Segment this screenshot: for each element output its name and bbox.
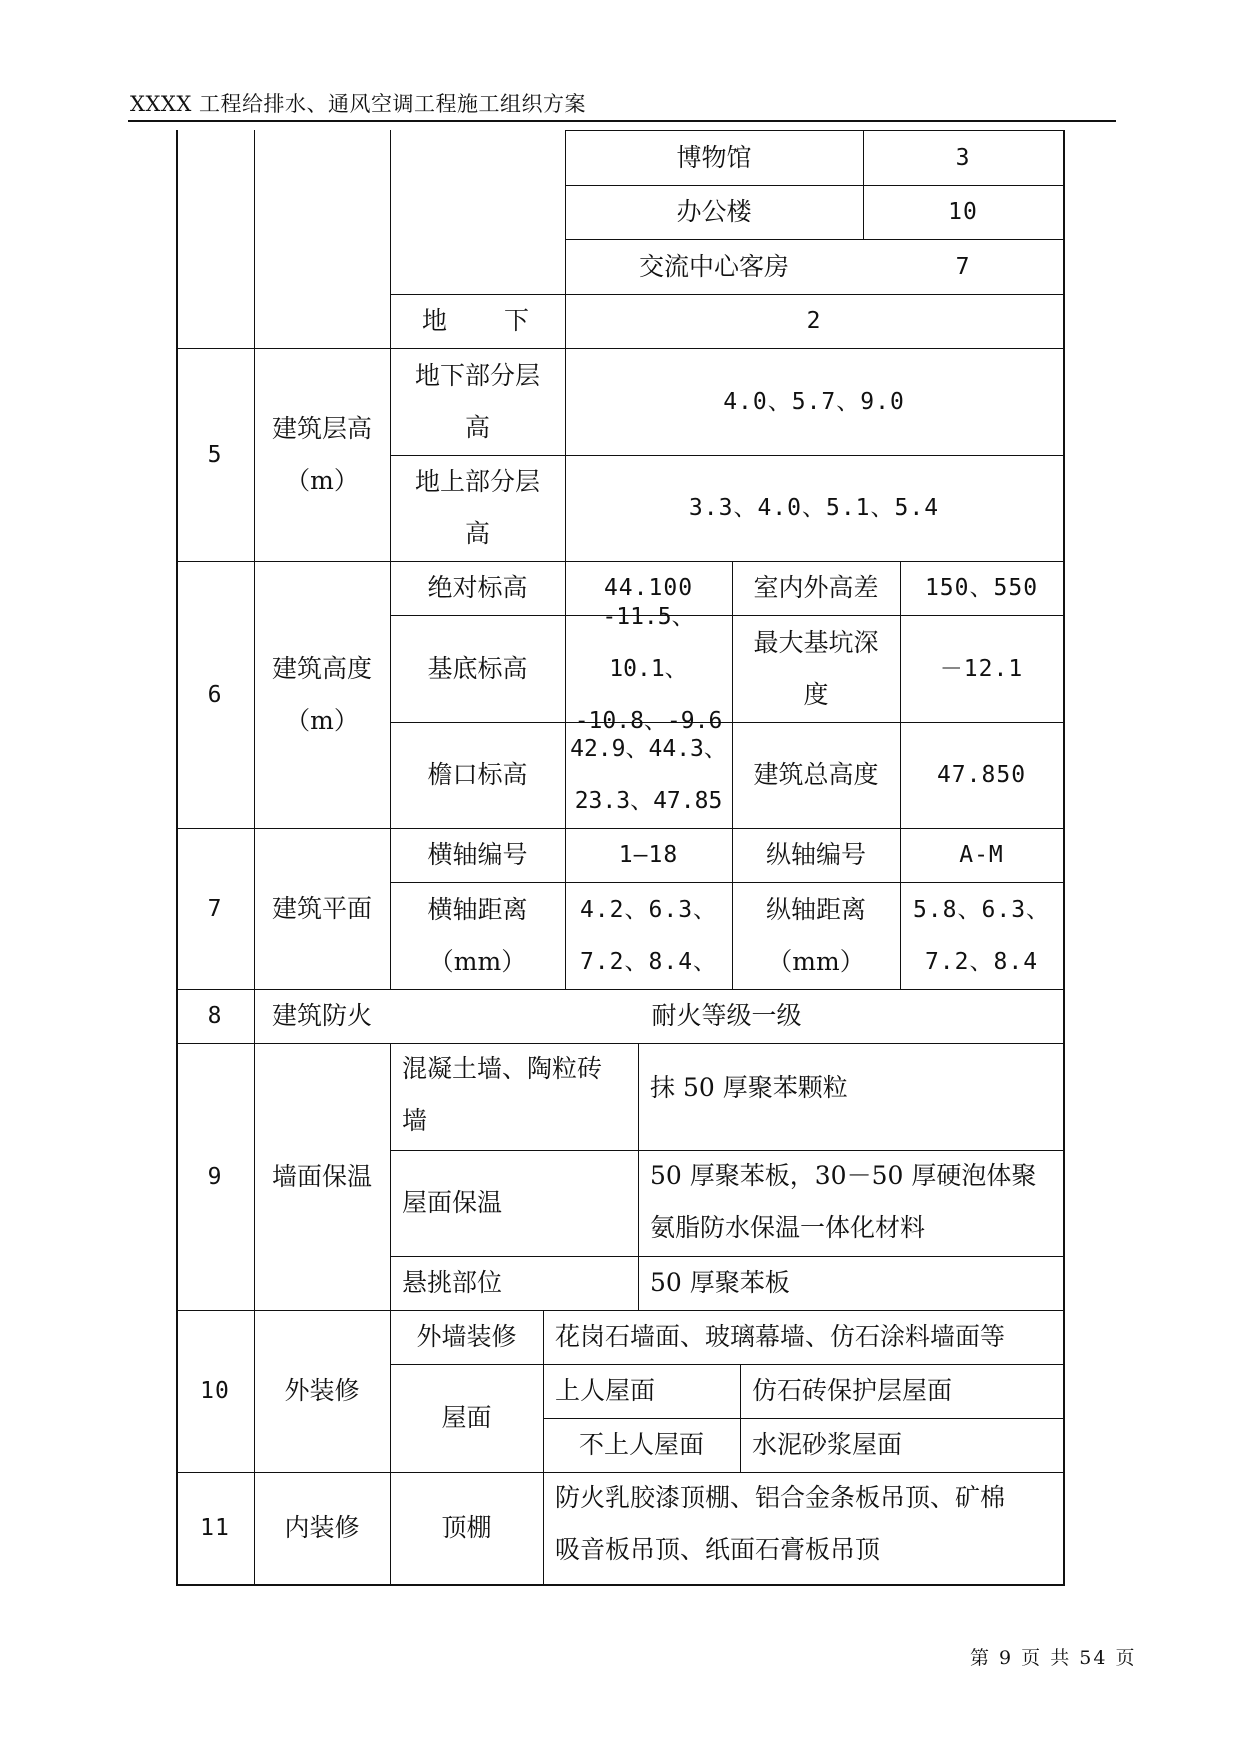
value-line1: 42.9、44.3、	[570, 736, 727, 762]
cell-underground-floor-height-value: 4.0、5.7、9.0	[723, 388, 905, 415]
cell-horizontal-axis-distance-label	[390, 882, 565, 989]
cell-roof-insulation-label: 屋面保温	[402, 1188, 503, 1217]
cell-inaccessible-roof-value: 水泥砂浆屋面	[752, 1430, 903, 1459]
cell-floors-office: 10	[948, 199, 978, 225]
section-6-number: 6	[207, 681, 223, 708]
value-line1: -11.5、10.1、	[602, 603, 695, 682]
cell-inaccessible-roof-label: 不上人屋面	[578, 1430, 704, 1459]
cell-floors-guestroom: 7	[955, 253, 971, 280]
cell-vertical-axis-distance-label	[732, 882, 900, 989]
cell-vertical-axis-no-value: A-M	[959, 842, 1004, 868]
cell-horizontal-axis-no-label: 横轴编号	[427, 840, 528, 869]
cell-absolute-elevation-label: 绝对标高	[427, 573, 528, 602]
cell-concrete-wall-value: 抹 50 厚聚苯颗粒	[650, 1073, 848, 1102]
value-line2: 7.2、8.4、	[579, 948, 718, 975]
section-10-number: 10	[200, 1378, 230, 1404]
cell-eave-elevation-value	[565, 722, 732, 828]
cell-cantilever-label: 悬挑部位	[402, 1268, 503, 1297]
cell-indoor-outdoor-diff-label: 室内外高差	[753, 573, 879, 602]
cell-ceiling-label: 顶棚	[441, 1513, 492, 1542]
value-line2: -10.8、-9.6	[574, 707, 723, 734]
cell-base-elevation-value	[565, 603, 732, 734]
label-line1: 地下部分层	[414, 360, 540, 390]
section-7-number: 7	[207, 895, 223, 922]
cell-roof-insulation-value	[638, 1150, 1063, 1256]
underground-label-char2: 下	[503, 306, 529, 335]
section-8-number: 8	[207, 1003, 223, 1029]
value-line2: 吸音板吊顶、纸面石膏板吊顶	[555, 1535, 881, 1564]
cell-max-pit-depth-label	[732, 615, 900, 722]
value-line2: 7.2、8.4	[924, 948, 1039, 975]
label-line1: 混凝土墙、陶粒砖	[402, 1054, 603, 1083]
section-6-name-line2: （m）	[285, 705, 359, 735]
value-line2: 氨脂防水保温一体化材料	[650, 1213, 926, 1242]
value-line1: 50 厚聚苯板，30－50 厚硬泡体聚	[650, 1161, 1037, 1190]
cell-underground-value: 2	[806, 308, 822, 334]
label-line2: （mm）	[767, 946, 865, 976]
label-line2: 墙	[402, 1106, 428, 1135]
section-5-name	[254, 348, 390, 561]
table-bottom-border	[176, 1584, 1065, 1586]
cell-aboveground-floor-height-label	[390, 455, 565, 561]
cell-ceiling-value	[543, 1472, 1063, 1584]
section-7-name: 建筑平面	[271, 893, 372, 923]
cell-accessible-roof-label: 上人屋面	[555, 1376, 656, 1405]
cell-exterior-wall-label: 外墙装修	[416, 1322, 517, 1351]
label-line1: 纵轴距离	[765, 894, 866, 924]
cell-aboveground-floor-height-value: 3.3、4.0、5.1、5.4	[688, 495, 940, 521]
cell-horizontal-axis-no-value: 1—18	[618, 842, 679, 868]
header-divider	[128, 120, 1116, 122]
cell-eave-elevation-label: 檐口标高	[427, 760, 528, 789]
label-line2: 度	[803, 679, 829, 709]
cell-indoor-outdoor-diff-value: 150、550	[924, 575, 1039, 601]
cell-building-guestroom: 交流中心客房	[638, 251, 789, 281]
cell-vertical-axis-no-label: 纵轴编号	[765, 840, 866, 869]
value-line1: 防火乳胶漆顶棚、铝合金条板吊顶、矿棉	[555, 1483, 1006, 1512]
cell-roof-label: 屋面	[441, 1403, 492, 1432]
section-9-number: 9	[207, 1163, 223, 1190]
cell-cantilever-value: 50 厚聚苯板	[650, 1268, 790, 1297]
label-line1: 最大基坑深	[753, 627, 879, 657]
section-5-number: 5	[207, 441, 223, 468]
value-line1: 4.2、6.3、	[579, 896, 718, 923]
section-11-number: 11	[200, 1515, 230, 1541]
cell-total-height-label: 建筑总高度	[753, 760, 879, 789]
label-line2: 高	[464, 519, 490, 548]
table-right-border	[1063, 130, 1065, 1585]
cell-total-height-value: 47.850	[936, 762, 1027, 788]
cell-building-office: 办公楼	[676, 197, 752, 226]
label-line1: 地上部分层	[414, 467, 540, 496]
section-6-name	[254, 561, 390, 828]
section-6-name-line1: 建筑高度	[271, 653, 372, 683]
cell-horizontal-axis-distance-value	[565, 882, 732, 989]
cell-fire-rating-value: 耐火等级一级	[651, 1001, 802, 1030]
cell-base-elevation-label: 基底标高	[427, 653, 528, 683]
cell-absolute-elevation-value: 44.100	[603, 575, 694, 601]
section-5-name-line2: （m）	[285, 465, 359, 495]
section-5-name-line1: 建筑层高	[271, 413, 372, 443]
section-9-name: 墙面保温	[271, 1161, 372, 1191]
cell-exterior-wall-value: 花岗石墙面、玻璃幕墙、仿石涂料墙面等	[555, 1322, 1006, 1351]
label-line1: 横轴距离	[427, 894, 528, 924]
cell-max-pit-depth-value: －12.1	[939, 655, 1024, 682]
section-10-name: 外装修	[284, 1376, 360, 1405]
label-line2: 高	[464, 412, 490, 442]
cell-underground-floor-height-label	[390, 348, 565, 455]
cell-building-museum: 博物馆	[676, 142, 752, 172]
value-line2: 23.3、47.85	[574, 788, 723, 814]
page-number-footer: 第 9 页 共 54 页	[970, 1647, 1137, 1669]
document-header-title: XXXX 工程给排水、通风空调工程施工组织方案	[130, 92, 586, 116]
underground-label-char1: 地	[422, 306, 448, 335]
cell-vertical-axis-distance-value	[900, 882, 1063, 989]
value-line1: 5.8、6.3、	[912, 896, 1051, 923]
section-11-name: 内装修	[284, 1513, 360, 1542]
cell-accessible-roof-value: 仿石砖保护层屋面	[752, 1376, 953, 1405]
label-line2: （mm）	[428, 946, 527, 976]
cell-concrete-wall-label	[390, 1043, 638, 1150]
section-8-name: 建筑防火	[271, 1001, 372, 1030]
cell-floors-museum: 3	[955, 144, 971, 171]
cell-underground-label	[390, 294, 565, 348]
